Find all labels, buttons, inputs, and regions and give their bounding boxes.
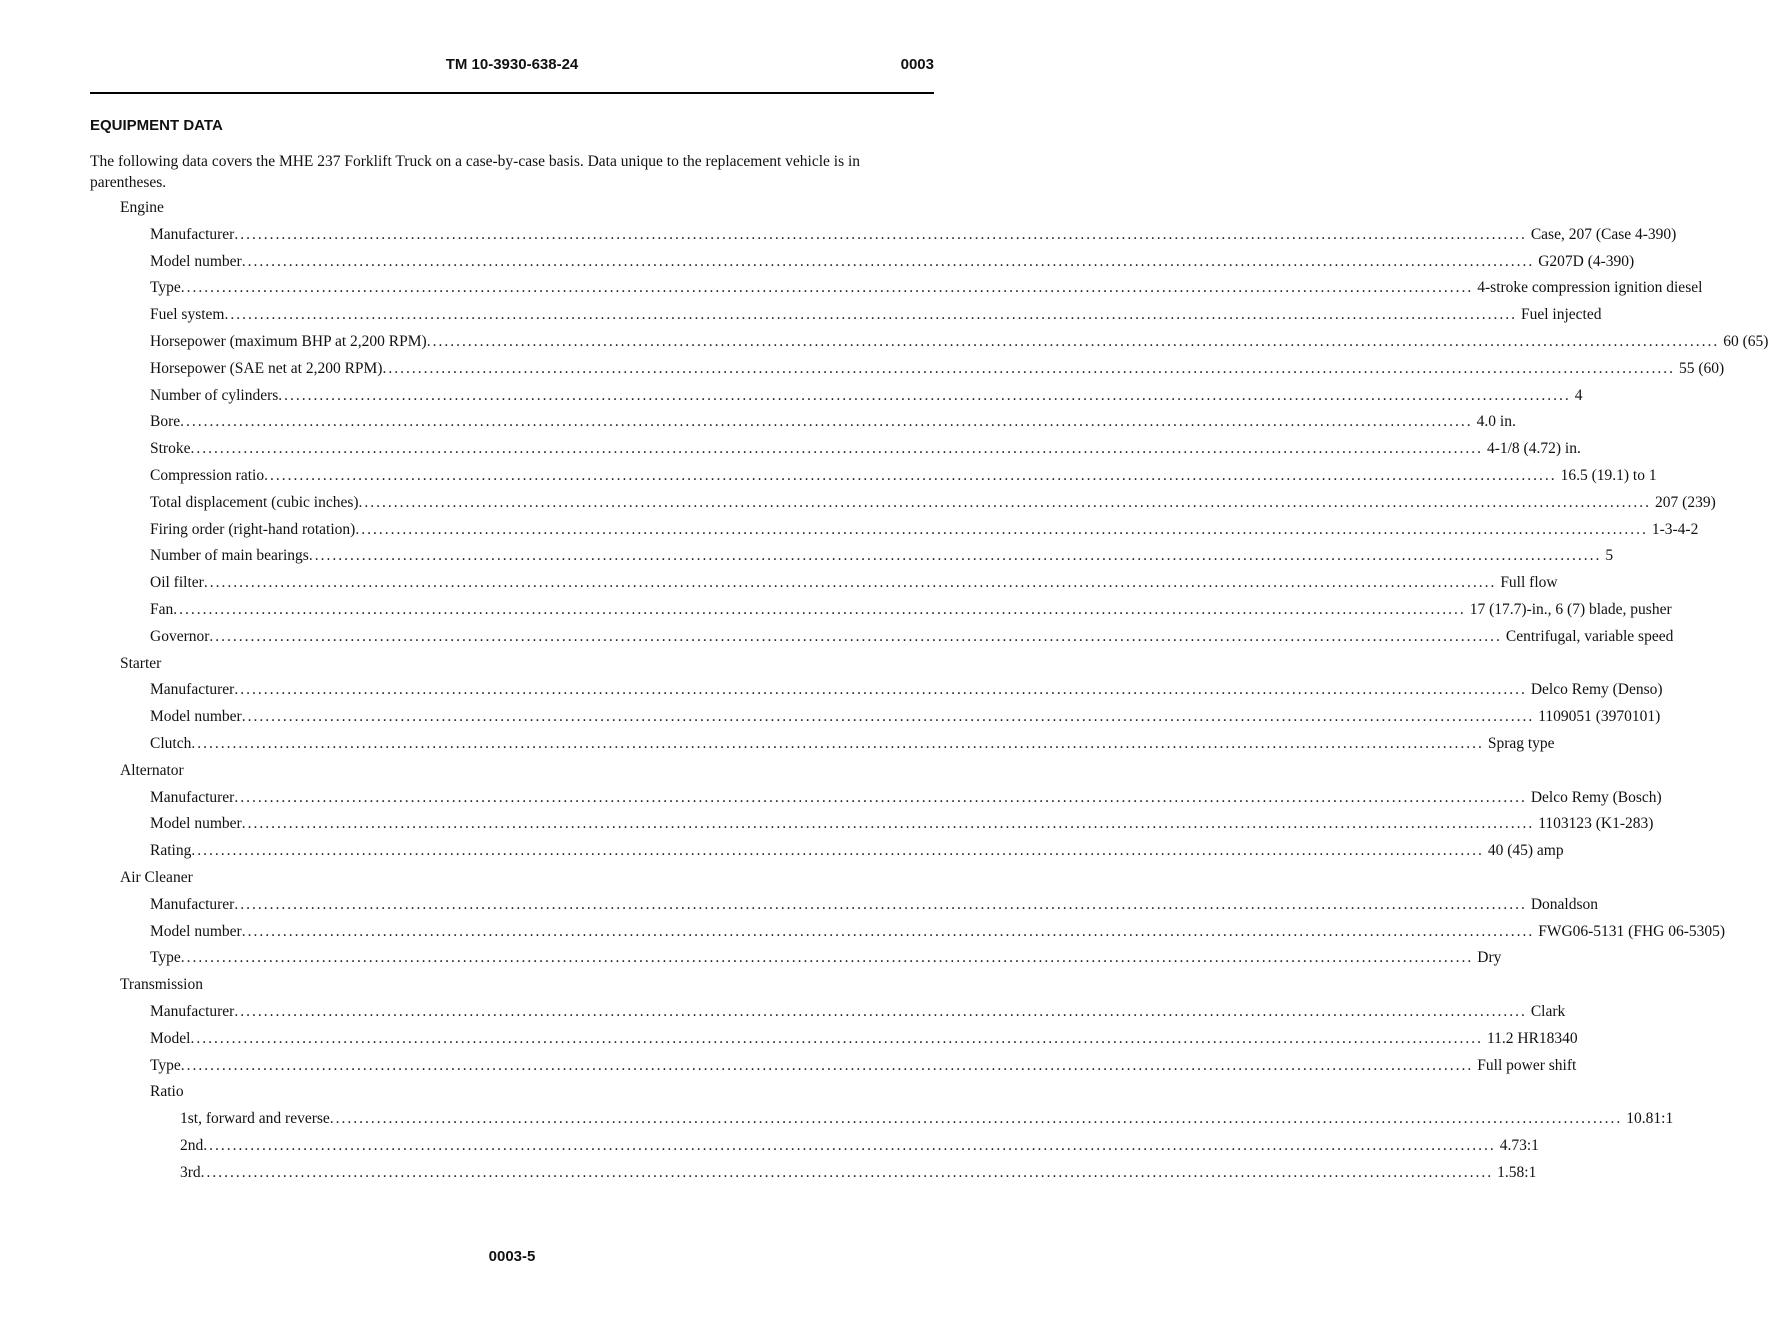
page-number: 0003-5 (488, 1248, 536, 1265)
spec-value: Clark (1527, 1003, 1565, 1021)
spec-leader (150, 708, 1661, 726)
spec-value: Donaldson (1527, 896, 1598, 914)
spec-leader (150, 842, 1564, 860)
spec-leader (150, 493, 1716, 512)
spec-leader (150, 627, 1674, 646)
spec-value: 4-stroke compression ignition diesel (1473, 279, 1702, 297)
dot-leader: ............................................................................................................................................................................................................................ (241, 922, 1535, 940)
spec-leader (150, 949, 1502, 967)
dot-leader: ............................................................................................................................................................................................................................ (200, 1163, 1494, 1181)
page-header (90, 54, 934, 78)
work-package-number: 0003 (900, 56, 934, 73)
spec-label: Firing order (right-hand rotation) (150, 520, 356, 538)
spec-row (0, 383, 1583, 410)
dot-leader: ............................................................................................................................................................................................................................ (329, 1110, 1623, 1128)
dot-leader: ............................................................................................................................................................................................................................ (180, 413, 1473, 431)
spec-value: 60 (65) (1719, 333, 1768, 351)
spec-value: 1.58:1 (1493, 1164, 1536, 1182)
spec-value: Case, 207 (Case 4-390) (1527, 226, 1677, 244)
spec-label: Manufacturer (150, 225, 235, 243)
spec-value: Centrifugal, variable speed (1502, 628, 1673, 646)
dot-leader: ............................................................................................................................................................................................................................ (173, 600, 1466, 618)
spec-value: 1103123 (K1-283) (1534, 815, 1653, 833)
spec-label: Model number (150, 708, 242, 726)
spec-label: Model number (150, 922, 242, 940)
spec-leader (150, 440, 1581, 458)
group-heading-starter (0, 651, 1024, 678)
spec-value: 10.81:1 (1622, 1110, 1673, 1128)
equipment-data-list (0, 195, 1768, 1186)
spec-value: FWG06-5131 (FHG 06-5305) (1534, 923, 1725, 941)
spec-leader (150, 1029, 1578, 1048)
dot-leader: ............................................................................................................................................................................................................................ (234, 788, 1527, 806)
dot-leader: ............................................................................................................................................................................................................................ (190, 1029, 1483, 1047)
dot-leader: ............................................................................................................................................................................................................................ (234, 681, 1527, 699)
spec-label: Fuel system (150, 306, 225, 324)
spec-row (0, 543, 1614, 570)
spec-label: Governor (150, 627, 210, 645)
spec-label: Manufacturer (150, 788, 235, 806)
group-title: Starter (120, 654, 162, 672)
dot-leader: ............................................................................................................................................................................................................................ (209, 627, 1502, 645)
spec-label: Total displacement (cubic inches) (150, 493, 359, 511)
dot-leader: ............................................................................................................................................................................................................................ (234, 895, 1527, 913)
spec-leader (150, 734, 1555, 753)
spec-label: 2nd (180, 1136, 204, 1154)
spec-value: 4.0 in. (1473, 413, 1516, 431)
dot-leader: ............................................................................................................................................................................................................................ (358, 493, 1652, 511)
spec-label: Manufacturer (150, 681, 235, 699)
spec-label: Type (150, 1056, 181, 1074)
spec-leader (150, 600, 1672, 619)
spec-row (0, 409, 1516, 436)
spec-leader (180, 1163, 1537, 1182)
spec-row (0, 838, 1564, 865)
dot-leader: ............................................................................................................................................................................................................................ (180, 949, 1474, 967)
spec-value: Full flow (1496, 574, 1557, 592)
spec-value: Dry (1473, 949, 1501, 967)
spec-leader (150, 788, 1662, 807)
dot-leader: ............................................................................................................................................................................................................................ (191, 842, 1484, 860)
spec-row (0, 704, 1661, 731)
spec-label: Rating (150, 842, 192, 860)
spec-row (0, 597, 1672, 624)
dot-leader: ............................................................................................................................................................................................................................ (241, 708, 1535, 726)
dot-leader: ............................................................................................................................................................................................................................ (264, 466, 1557, 484)
group-title: Transmission (120, 976, 203, 994)
spec-leader (150, 1056, 1577, 1075)
spec-row (0, 677, 1663, 704)
spec-value: Fuel injected (1517, 306, 1602, 324)
spec-row (0, 811, 1654, 838)
spec-value: 5 (1601, 547, 1613, 565)
spec-row (0, 222, 1677, 249)
spec-label: 3rd (180, 1163, 201, 1181)
spec-leader (150, 306, 1602, 324)
dot-leader: ............................................................................................................................................................................................................................ (234, 225, 1527, 243)
spec-leader (150, 547, 1614, 565)
dot-leader: ............................................................................................................................................................................................................................ (241, 252, 1535, 270)
spec-value: 4 (1571, 387, 1583, 405)
spec-leader (150, 520, 1699, 539)
spec-leader (150, 922, 1726, 941)
spec-value: Sprag type (1484, 735, 1555, 753)
spec-label: Fan (150, 600, 174, 618)
intro-paragraph: The following data covers the MHE 237 Forklift Truck on a case-by-case basis. Data unique to the replacement vehicle is in parentheses. (90, 153, 861, 191)
spec-label: Clutch (150, 734, 192, 752)
spec-label: 1st, forward and reverse (180, 1110, 330, 1128)
spec-row (0, 463, 1657, 490)
spec-row (0, 302, 1602, 329)
spec-label: Horsepower (SAE net at 2,200 RPM) (150, 359, 383, 377)
spec-row (0, 1160, 1537, 1187)
spec-leader (150, 279, 1703, 297)
spec-value: 207 (239) (1651, 494, 1716, 512)
dot-leader: ............................................................................................................................................................................................................................ (180, 279, 1474, 297)
spec-row (0, 1133, 1539, 1160)
group-heading-ratio (0, 1079, 1024, 1106)
spec-row (0, 570, 1558, 597)
group-heading-alternator (0, 758, 1024, 785)
dot-leader: ............................................................................................................................................................................................................................ (180, 1056, 1474, 1074)
spec-leader (150, 681, 1663, 699)
spec-label: Bore (150, 413, 181, 431)
spec-value: 17 (17.7)-in., 6 (7) blade, pusher (1466, 601, 1672, 619)
spec-row (0, 517, 1699, 544)
group-title: Alternator (120, 761, 184, 779)
spec-value: Delco Remy (Denso) (1527, 681, 1663, 699)
spec-label: Type (150, 949, 181, 967)
spec-label: Horsepower (maximum BHP at 2,200 RPM) (150, 332, 427, 350)
dot-leader: ............................................................................................................................................................................................................................ (241, 815, 1535, 833)
spec-leader (180, 1136, 1539, 1155)
spec-leader (150, 1002, 1566, 1021)
spec-value: Full power shift (1473, 1057, 1576, 1075)
spec-label: Stroke (150, 440, 191, 458)
spec-label: Number of main bearings (150, 547, 309, 565)
spec-value: 1109051 (3970101) (1534, 708, 1660, 726)
spec-label: Manufacturer (150, 1002, 235, 1020)
spec-label: Model number (150, 815, 242, 833)
spec-label: Model number (150, 252, 242, 270)
spec-row (0, 945, 1502, 972)
group-heading-engine (0, 195, 1024, 222)
spec-label: Model (150, 1029, 191, 1047)
spec-value: G207D (4-390) (1534, 253, 1634, 271)
spec-leader (150, 895, 1599, 914)
spec-value: 4.73:1 (1496, 1137, 1539, 1155)
spec-value: Delco Remy (Bosch) (1527, 789, 1662, 807)
spec-row (0, 919, 1726, 946)
header-rule (90, 92, 934, 94)
dot-leader: ............................................................................................................................................................................................................................ (308, 547, 1602, 565)
spec-leader (150, 413, 1516, 431)
dot-leader: ............................................................................................................................................................................................................................ (190, 440, 1483, 458)
dot-leader: ............................................................................................................................................................................................................................ (191, 734, 1484, 752)
spec-row (0, 1053, 1577, 1080)
spec-leader (150, 252, 1635, 271)
spec-label: Type (150, 279, 181, 297)
spec-row (0, 731, 1555, 758)
spec-label: Oil filter (150, 574, 204, 592)
dot-leader: ............................................................................................................................................................................................................................ (278, 386, 1571, 404)
spec-label: Number of cylinders (150, 386, 279, 404)
spec-label: Compression ratio (150, 466, 265, 484)
dot-leader: ............................................................................................................................................................................................................................ (234, 1002, 1527, 1020)
spec-leader (150, 386, 1583, 405)
dot-leader: ............................................................................................................................................................................................................................ (224, 306, 1517, 324)
dot-leader: ............................................................................................................................................................................................................................ (426, 332, 1720, 350)
dot-leader: ............................................................................................................................................................................................................................ (203, 1136, 1496, 1154)
group-title: Air Cleaner (120, 868, 193, 886)
spec-row (0, 275, 1703, 302)
spec-leader (150, 466, 1657, 485)
group-heading-transmission (0, 972, 1024, 999)
spec-leader (150, 332, 1768, 351)
spec-row (0, 624, 1674, 651)
spec-row (0, 785, 1662, 812)
spec-row (0, 490, 1716, 517)
spec-row (0, 356, 1725, 383)
spec-value: 55 (60) (1675, 360, 1724, 378)
group-heading-air-cleaner (0, 865, 1024, 892)
technical-manual-number: TM 10-3930-638-24 (445, 56, 579, 73)
spec-value: 1-3-4-2 (1648, 521, 1699, 539)
spec-row (0, 436, 1581, 463)
spec-row (0, 249, 1635, 276)
spec-row (0, 329, 1768, 356)
section-title: EQUIPMENT DATA (90, 117, 223, 134)
spec-leader (180, 1110, 1674, 1128)
spec-row (0, 1026, 1578, 1053)
spec-leader (150, 359, 1725, 378)
dot-leader: ............................................................................................................................................................................................................................ (203, 574, 1497, 592)
spec-value: 4-1/8 (4.72) in. (1483, 440, 1581, 458)
group-title: Engine (120, 199, 164, 216)
spec-row (0, 892, 1599, 919)
spec-row (0, 1106, 1674, 1133)
dot-leader: ............................................................................................................................................................................................................................ (355, 520, 1648, 538)
spec-value: 16.5 (19.1) to 1 (1557, 467, 1657, 485)
spec-leader (150, 815, 1654, 833)
dot-leader: ............................................................................................................................................................................................................................ (382, 359, 1675, 377)
group-title: Ratio (150, 1083, 184, 1101)
spec-leader (150, 574, 1558, 592)
spec-value: 11.2 HR18340 (1483, 1030, 1578, 1048)
spec-value: 40 (45) amp (1484, 842, 1564, 860)
spec-label: Manufacturer (150, 895, 235, 913)
spec-row (0, 999, 1566, 1026)
spec-leader (150, 225, 1677, 244)
